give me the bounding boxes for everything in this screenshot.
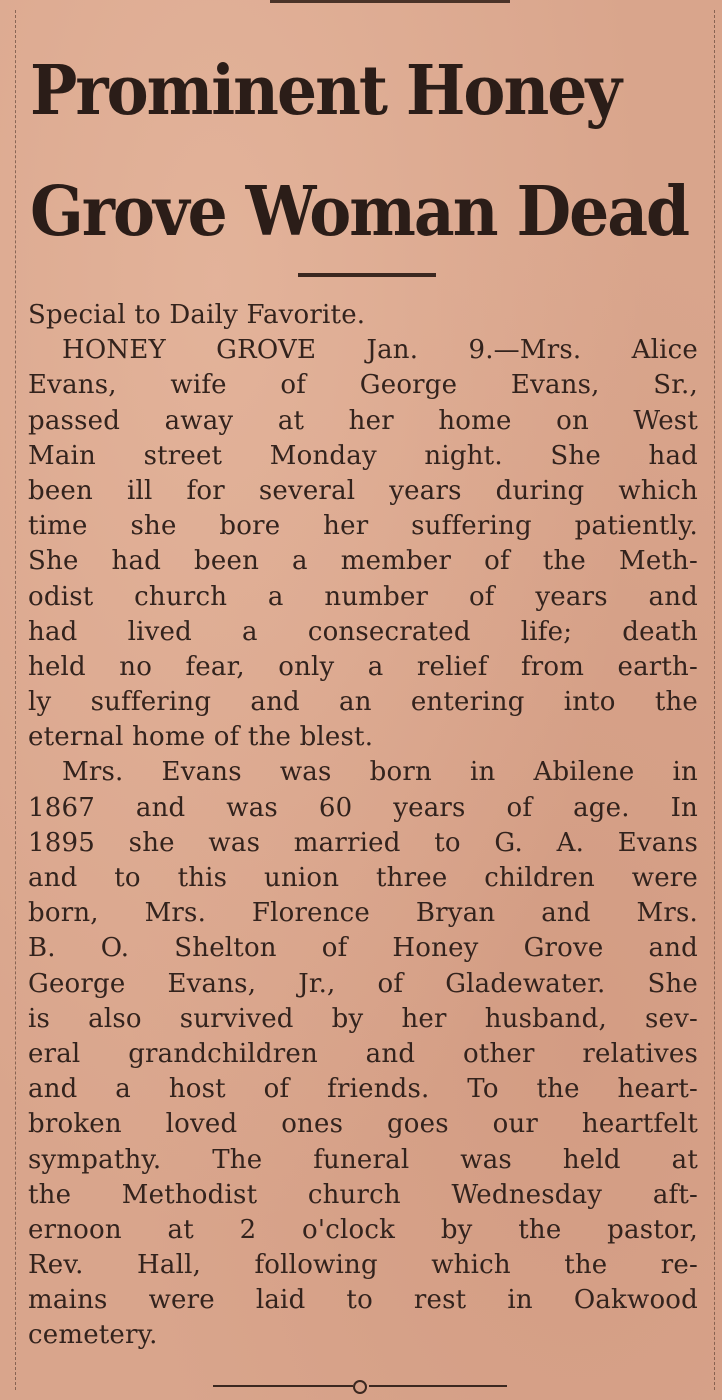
article-line: Evans, wife of George Evans, Sr., [28,370,698,401]
article-line: Main street Monday night. She had [28,440,698,471]
end-mark [213,1380,507,1392]
article-line: ernoon at 2 o'clock by the pastor, [28,1214,698,1245]
article-line: been ill for several years during which [28,475,698,506]
end-mark-right-bar [369,1385,507,1387]
article-line: She had been a member of the Meth- [28,546,698,577]
article-line: Special to Daily Favorite. [28,300,366,330]
article-line: odist church a number of years and [28,581,698,612]
headline-line-2: Grove Woman Dead [30,171,689,252]
article-line: born, Mrs. Florence Bryan and Mrs. [28,898,698,929]
headline-rule [298,273,436,277]
left-column-rule [15,10,17,1390]
article-line: 1867 and was 60 years of age. In [28,792,698,823]
article-line: cemetery. [28,1320,158,1351]
end-mark-circle [353,1380,367,1394]
article-line: held no fear, only a relief from earth- [28,651,698,682]
article-line: had lived a consecrated life; death [28,616,698,647]
article-line: 1895 she was married to G. A. Evans [28,827,698,858]
headline-line-1: Prominent Honey [30,50,620,131]
article-body [28,298,698,1354]
article-line: passed away at her home on West [28,405,698,436]
article-line: mains were laid to rest in Oakwood [28,1285,698,1316]
headline [30,30,710,272]
article-line: eternal home of the blest. [28,722,374,753]
article-line: Mrs. Evans was born in Abilene in [62,757,698,788]
article-line: time she bore her suffering patiently. [28,511,698,542]
article-line: and a host of friends. To the heart- [28,1074,698,1105]
article-line: is also survived by her husband, sev- [28,1003,698,1034]
article-line: broken loved ones goes our heartfelt [28,1109,698,1140]
article-line: Rev. Hall, following which the re- [28,1250,698,1281]
article-line: the Methodist church Wednesday aft- [28,1179,698,1210]
end-mark-left-bar [213,1385,353,1387]
article-line: sympathy. The funeral was held at [28,1144,698,1175]
article-line: eral grandchildren and other relatives [28,1038,698,1069]
right-column-rule [714,10,716,1390]
article-line: ly suffering and an entering into the [28,687,698,718]
top-rule [270,0,510,3]
article-line: George Evans, Jr., of Gladewater. She [28,968,698,999]
article-line: and to this union three children were [28,863,698,893]
article-line: HONEY GROVE Jan. 9.—Mrs. Alice [62,335,698,366]
article-line: B. O. Shelton of Honey Grove and [28,933,698,964]
